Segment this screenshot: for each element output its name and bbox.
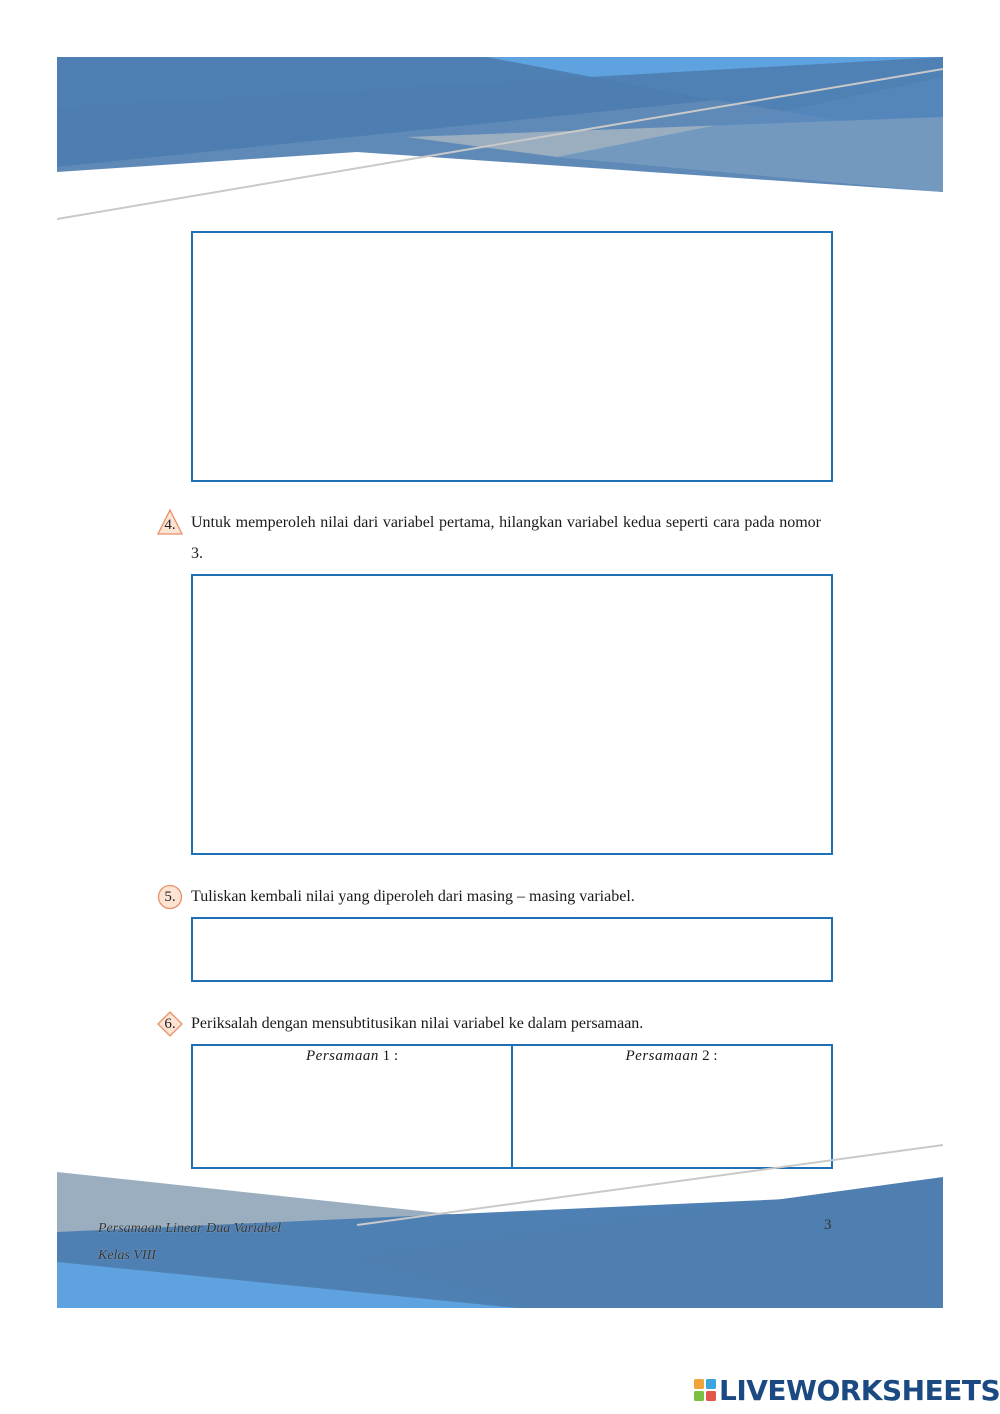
liveworksheets-logo-icon xyxy=(693,1378,717,1402)
answer-box-q3[interactable] xyxy=(191,231,833,482)
worksheet-page xyxy=(57,57,943,1308)
question-5-text: Tuliskan kembali nilai yang diperoleh dari masing – masing variabel. xyxy=(191,888,635,905)
question-4-number: 4. xyxy=(164,516,176,533)
equation-1-suffix: 1 : xyxy=(382,1048,398,1064)
question-6-text: Periksalah dengan mensubtitusikan nilai variabel ke dalam persamaan. xyxy=(191,1015,644,1032)
equation-1-label: Persamaan xyxy=(306,1048,379,1064)
liveworksheets-brand[interactable] xyxy=(693,1375,1000,1405)
answer-box-q5[interactable] xyxy=(191,917,833,982)
question-4-badge xyxy=(157,509,183,535)
question-4-text: Untuk memperoleh nilai dari variabel pertama, hilangkan variabel kedua seperti cara pada nomor 3. xyxy=(191,514,821,562)
page-number: 3 xyxy=(824,1217,832,1233)
question-5-badge xyxy=(157,884,183,910)
equation-2-suffix: 2 : xyxy=(702,1048,718,1064)
answer-box-q4[interactable] xyxy=(191,574,833,855)
question-6-number: 6. xyxy=(164,1015,176,1032)
header-decoration xyxy=(57,57,943,227)
footer-title: Persamaan Linear Dua Variabel xyxy=(98,1221,282,1236)
brand-name: LIVEWORKSHEETS xyxy=(719,1373,1000,1407)
question-5-number: 5. xyxy=(164,888,176,905)
question-6-badge xyxy=(157,1011,183,1037)
footer-class: Kelas VIII xyxy=(98,1248,156,1263)
equation-2-label: Persamaan xyxy=(625,1048,699,1064)
